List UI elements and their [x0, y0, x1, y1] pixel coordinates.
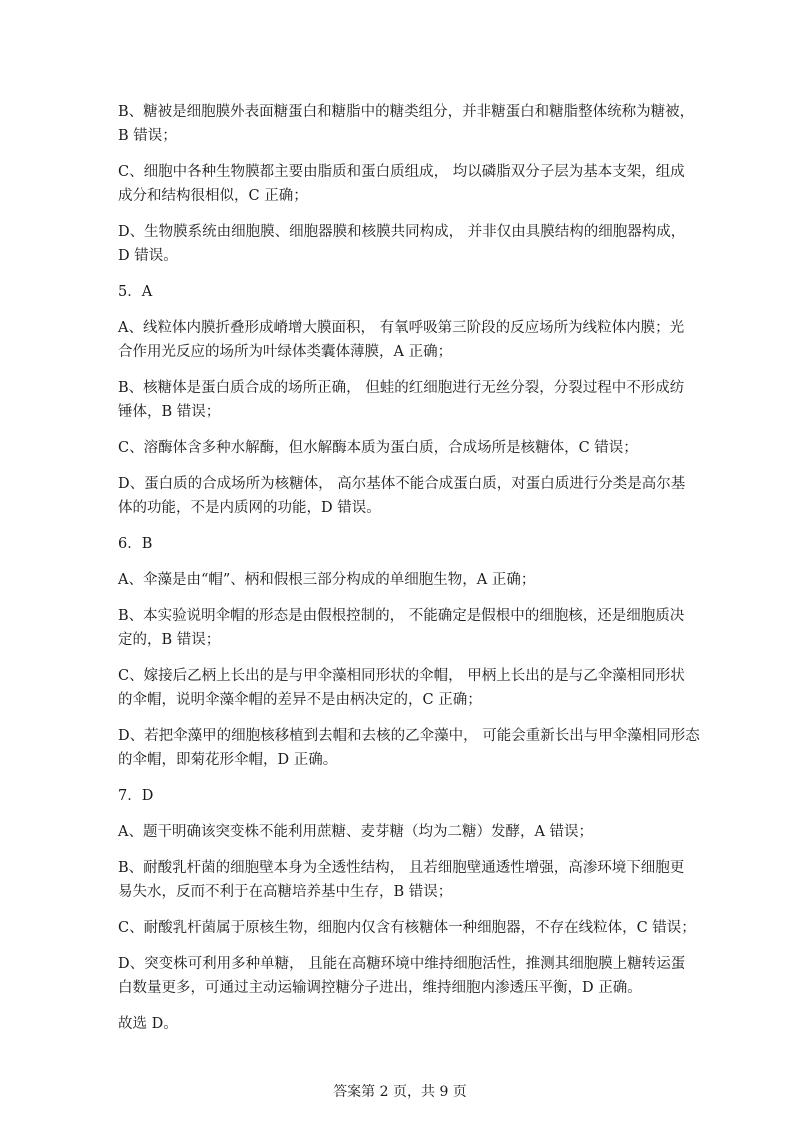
text-line: C、细胞中各种生物膜都主要由脂质和蛋白质组成， 均以磷脂双分子层为基本支架，组成: [118, 164, 685, 180]
text-line: 体的功能，不是内质网的功能，D 错误。: [118, 500, 381, 516]
text-line: A、伞藻是由“帽”、柄和假根三部分构成的单细胞生物，A 正确；: [118, 572, 536, 588]
text-line: A、线粒体内膜折叠形成嵴增大膜面积， 有氧呼吸第三阶段的反应场所为线粒体内膜；光: [118, 320, 685, 336]
text-line: A、题干明确该突变株不能利用蔗糖、麦芽糖（均为二糖）发酵，A 错误；: [118, 824, 594, 840]
answer-paragraph: [118, 568, 690, 592]
answer-paragraph: [118, 472, 690, 520]
answer-paragraph: [118, 604, 690, 652]
text-line: B、核糖体是蛋白质合成的场所正确， 但蛙的红细胞进行无丝分裂，分裂过程中不形成纺: [118, 380, 685, 396]
text-line: C、耐酸乳杆菌属于原核生物，细胞内仅含有核糖体一种细胞器，不存在线粒体，C 错误；: [118, 920, 696, 936]
text-line: B、耐酸乳杆菌的细胞壁本身为全透性结构， 且若细胞壁通透性增强，高渗环境下细胞更: [118, 860, 685, 876]
answer-paragraph: [118, 160, 690, 208]
question-number: [118, 280, 690, 304]
text-line: 5．A: [118, 284, 153, 300]
text-line: 白数量更多，可通过主动运输调控糖分子进出，维持细胞内渗透压平衡，D 正确。: [118, 980, 642, 996]
text-line: D、蛋白质的合成场所为核糖体， 高尔基体不能合成蛋白质，对蛋白质进行分类是高尔基: [118, 476, 686, 492]
text-line: 锤体，B 错误；: [118, 404, 221, 420]
text-line: D 错误。: [118, 248, 178, 264]
text-line: 的伞帽，说明伞藻伞帽的差异不是由柄决定的，C 正确；: [118, 692, 482, 708]
text-line: B、本实验说明伞帽的形态是由假根控制的， 不能确定是假根中的细胞核，还是细胞质决: [118, 608, 685, 624]
question-number: [118, 784, 690, 808]
answer-paragraph: [118, 916, 696, 940]
answer-paragraph: [118, 952, 690, 1000]
answer-paragraph: [118, 436, 690, 460]
text-line: 故选 D。: [118, 1016, 178, 1032]
text-line: D、突变株可利用多种单糖， 且能在高糖环境中维持细胞活性，推测其细胞膜上糖转运蛋: [118, 956, 686, 972]
text-line: 成分和结构很相似，C 正确；: [118, 188, 308, 204]
answer-paragraph: [118, 100, 695, 148]
text-line: 易失水，反而不利于在高糖培养基中生存，B 错误；: [118, 884, 453, 900]
answer-paragraph: [118, 856, 690, 904]
text-line: C、溶酶体含多种水解酶，但水解酶本质为蛋白质，合成场所是核糖体，C 错误；: [118, 440, 638, 456]
answer-paragraph: [118, 1012, 690, 1036]
answer-paragraph: [118, 820, 690, 844]
page-footer: 答案第 2 页，共 9 页: [333, 1084, 467, 1100]
text-line: 定的，B 错误；: [118, 632, 221, 648]
text-line: B、糖被是细胞膜外表面糖蛋白和糖脂中的糖类组分，并非糖蛋白和糖脂整体统称为糖被，: [118, 104, 695, 120]
answer-paragraph: [118, 724, 700, 772]
text-line: B 错误；: [118, 128, 177, 144]
answer-paragraph: [118, 220, 690, 268]
document-body: [118, 100, 700, 1048]
text-line: 6．B: [118, 536, 153, 552]
text-line: 7．D: [118, 788, 154, 804]
text-line: 的伞帽，即菊花形伞帽，D 正确。: [118, 752, 338, 768]
answer-paragraph: [118, 664, 690, 712]
text-line: 合作用光反应的场所为叶绿体类囊体薄膜，A 正确；: [118, 344, 453, 360]
text-line: D、生物膜系统由细胞膜、细胞器膜和核膜共同构成， 并非仅由具膜结构的细胞器构成，: [118, 224, 686, 240]
answer-paragraph: [118, 376, 690, 424]
text-line: D、若把伞藻甲的细胞核移植到去帽和去核的乙伞藻中， 可能会重新长出与甲伞藻相同形态: [118, 728, 700, 744]
question-number: [118, 532, 690, 556]
answer-paragraph: [118, 316, 690, 364]
text-line: C、嫁接后乙柄上长出的是与甲伞藻相同形状的伞帽， 甲柄上长出的是与乙伞藻相同形状: [118, 668, 685, 684]
